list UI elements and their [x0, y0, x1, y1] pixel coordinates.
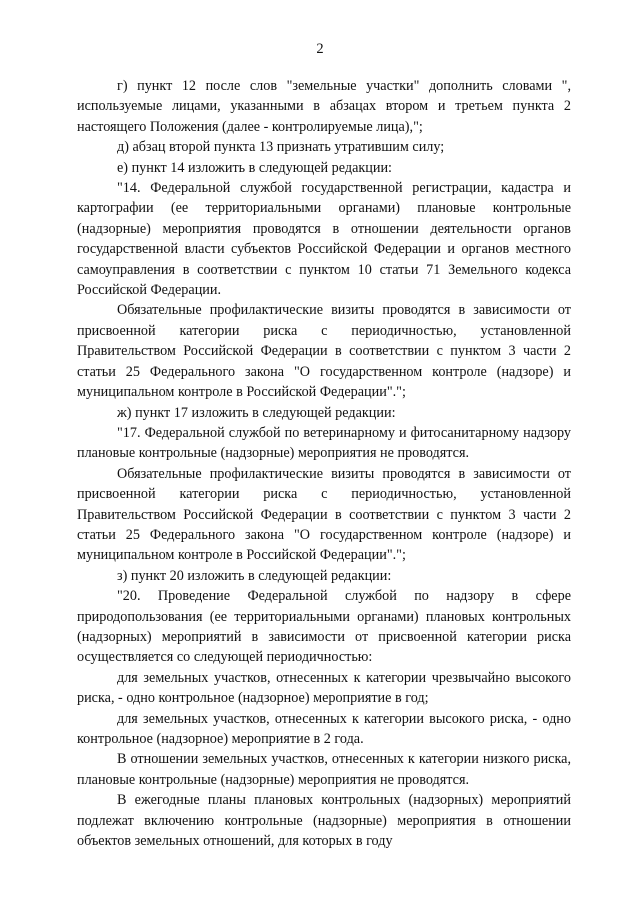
- paragraph-z-item-20-intro: з) пункт 20 изложить в следующей редакции:: [117, 567, 392, 584]
- paragraph-item-14-text: "14. Федеральной службой государственной регистрации, кадастра и картографии (ее территориальными органами) плановые контрольные (надзорные) мероприятия проводятся в отношении деятельности органов государственной власти субъектов Российской Федерации и органов местного самоуправления в соответствии с пунктом 10 статьи 71 Земельного кодекса Российской Федерации.: [77, 180, 571, 299]
- paragraph-extreme-risk: для земельных участков, отнесенных к категории чрезвычайно высокого риска, - одно контрольное (надзорное) мероприятие в год;: [77, 669, 571, 707]
- paragraph-item-17-text: "17. Федеральной службой по ветеринарному и фитосанитарному надзору плановые контрольные (надзорные) мероприятия не проводятся.: [77, 424, 571, 462]
- paragraph-g-item-12: г) пункт 12 после слов "земельные участки" дополнить словами ", используемые лицами, указанными в абзацах втором и третьем пункта 2 настоящего Положения (далее - контролируемые лица),";: [77, 78, 571, 135]
- paragraph-item-20-text: "20. Проведение Федеральной службой по надзору в сфере природопользования (ее территориальными органами) плановых контрольных (надзорных) мероприятий в зависимости от присвоенной категории риска осуществляется со следующей периодичностью:: [77, 588, 571, 666]
- document-body: [77, 76, 571, 851]
- paragraph-item-14-visits: Обязательные профилактические визиты проводятся в зависимости от присвоенной категории риска с периодичностью, установленной Правительством Российской Федерации в соответствии с пунктом 3 части 2 статьи 25 Федерального закона "О государственном контроле (надзоре) и муниципальном контроле в Российской Федерации".";: [77, 302, 571, 401]
- paragraph-high-risk: для земельных участков, отнесенных к категории высокого риска, - одно контрольное (надзорное) мероприятие в 2 года.: [77, 710, 571, 747]
- paragraph-d-item-13: д) абзац второй пункта 13 признать утратившим силу;: [117, 139, 445, 156]
- page-number: 2: [316, 41, 324, 57]
- paragraph-annual-plans: В ежегодные планы плановых контрольных (надзорных) мероприятий подлежат включению контрольные (надзорные) мероприятия в отношении объектов земельных отношений, для которых в году: [77, 792, 571, 850]
- paragraph-item-17-visits: Обязательные профилактические визиты проводятся в зависимости от присвоенной категории риска с периодичностью, установленной Правительством Российской Федерации в соответствии с пунктом 3 части 2 статьи 25 Федерального закона "О государственном контроле (надзоре) и муниципальном контроле в Российской Федерации".";: [77, 465, 571, 564]
- paragraph-e-item-14-intro: е) пункт 14 изложить в следующей редакции:: [117, 159, 392, 176]
- paragraph-low-risk: В отношении земельных участков, отнесенных к категории низкого риска, плановые контрольные (надзорные) мероприятия не проводятся.: [77, 751, 571, 788]
- paragraph-zh-item-17-intro: ж) пункт 17 изложить в следующей редакции:: [117, 404, 396, 421]
